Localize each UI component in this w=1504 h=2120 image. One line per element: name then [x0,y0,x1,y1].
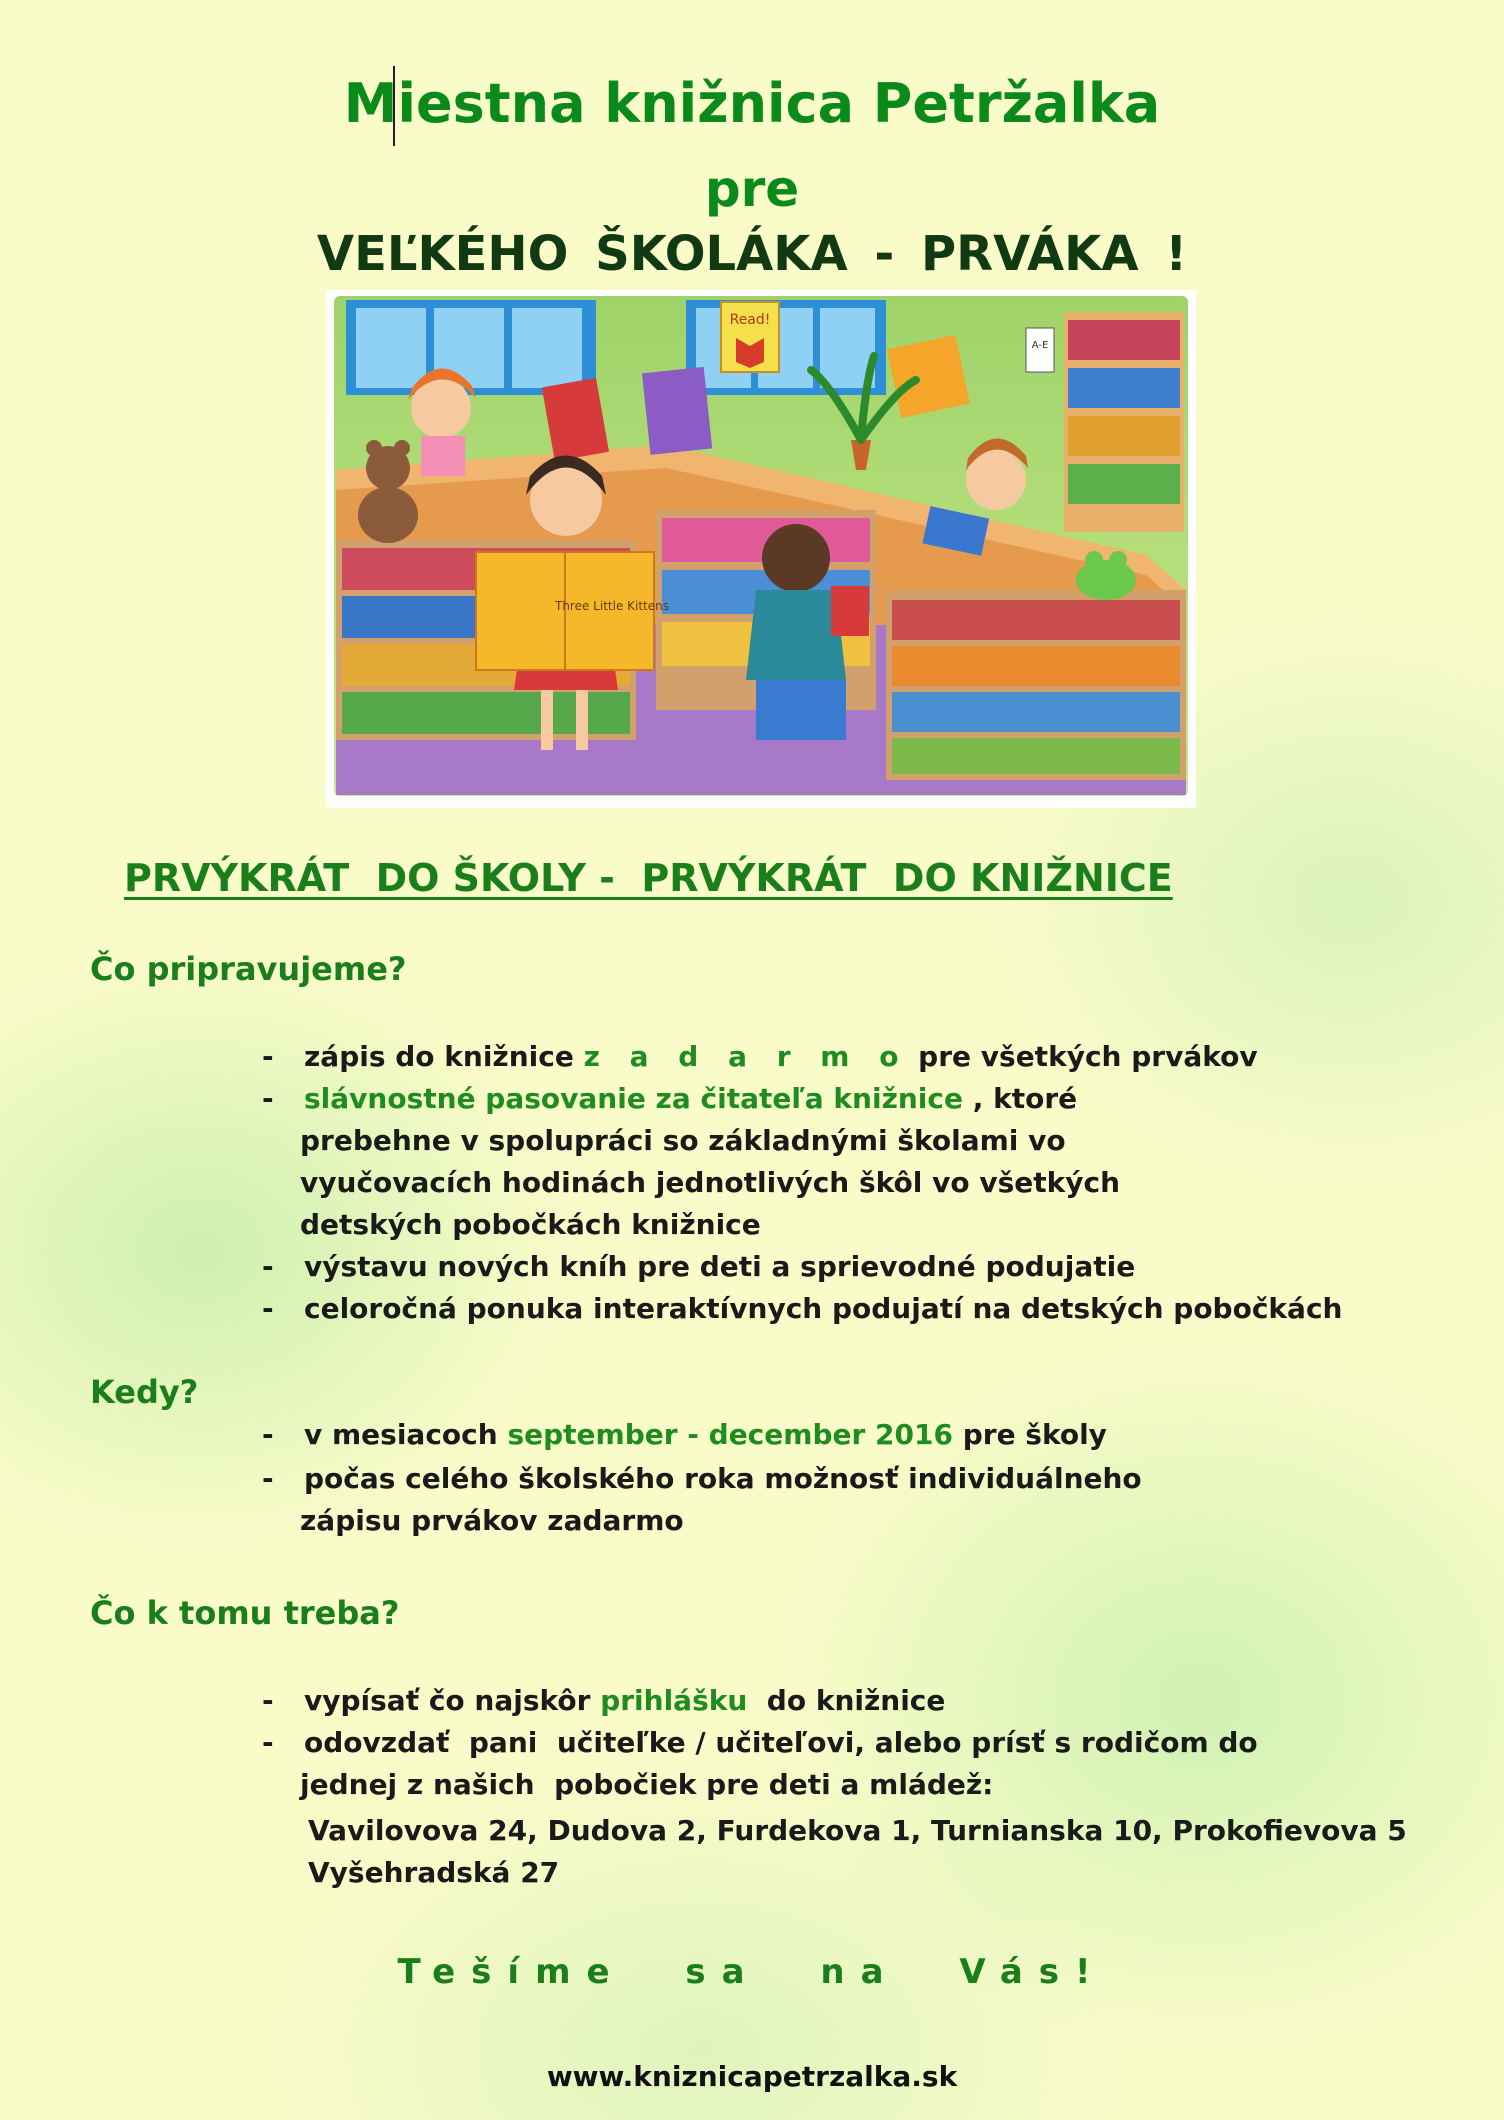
when-item-2-line2: zápisu prvákov zadarmo [300,1504,684,1537]
question-prepare: Čo pripravujeme? [90,950,407,988]
prepare-item-1-tail: pre všetkých prvákov [908,1040,1258,1073]
title-audience: VEĽKÉHO ŠKOLÁKA - PRVÁKA ! [316,226,1188,282]
when-item-1-tail: pre školy [952,1418,1107,1451]
shelf-sign-text: A-E [1031,340,1049,351]
section-subheading: PRVÝKRÁT DO ŠKOLY - PRVÝKRÁT DO KNIŽNICE [124,856,1173,900]
window-left [346,300,596,395]
question-need: Čo k tomu treba? [90,1594,400,1632]
prepare-item-4: celoročná ponuka interaktívnych podujatí na detských pobočkách [304,1292,1343,1325]
bookshelf-right-wall [1064,312,1184,532]
prepare-item-1 [304,1040,1258,1073]
read-sign-text: Read! [729,312,771,328]
application-highlight: prihlášku [600,1684,748,1717]
prepare-item-1-text: zápis do knižnice [304,1040,584,1073]
bullet-dash: - [262,1250,274,1283]
need-item-2: odovzdať pani učiteľke / učiteľovi, alebo prísť s rodičom do [304,1726,1258,1759]
prepare-item-2-line4: detských pobočkách knižnice [300,1208,761,1241]
free-highlight: z a d a r m o [583,1040,909,1073]
prepare-item-2 [304,1082,1077,1115]
title-connector: pre [704,160,800,218]
branch-addresses-line2: Vyšehradská 27 [308,1856,560,1889]
prepare-item-2-tail: , ktoré [962,1082,1078,1115]
need-item-2-line2: jednej z našich pobočiek pre deti a mládež: [300,1768,994,1801]
when-item-1 [304,1418,1107,1451]
need-item-1-tail: do knižnice [747,1684,946,1717]
shelf-sign [1026,328,1054,372]
prepare-item-3: výstavu nových kníh pre deti a sprievodné podujatie [304,1250,1136,1283]
library-illustration [326,290,1196,808]
read-sign [721,302,779,372]
bookshelf-right [886,590,1186,780]
bullet-dash: - [262,1082,274,1115]
closing-message: Tešíme sa na Vás! [397,1952,1107,1992]
prepare-item-2-line3: vyučovacích hodinách jednotlivých škôl vo všetkých [300,1166,1121,1199]
prepare-item-2-line2: prebehne v spolupráci so základnými školami vo [300,1124,1066,1157]
window-right [686,300,886,395]
need-item-1 [304,1684,945,1717]
when-item-2: počas celého školského roka možnosť individuálneho [304,1462,1142,1495]
when-item-1-text: v mesiacoch [304,1418,508,1451]
ceremony-highlight: slávnostné pasovanie za čitateľa knižnice [304,1082,963,1115]
bullet-dash: - [262,1418,274,1451]
book-title-text: Three Little Kittens [555,599,669,613]
branch-addresses: Vavilovova 24, Dudova 2, Furdekova 1, Turnianska 10, Prokofievova 5 [308,1814,1407,1847]
date-range-highlight: september - december 2016 [507,1418,953,1451]
bullet-dash: - [262,1726,274,1759]
bullet-dash: - [262,1292,274,1325]
bullet-dash: - [262,1684,274,1717]
need-item-1-text: vypísať čo najskôr [304,1684,601,1717]
bullet-dash: - [262,1462,274,1495]
question-when: Kedy? [90,1373,199,1411]
bullet-dash: - [262,1040,274,1073]
page-title: Miestna knižnica Petržalka [343,72,1161,135]
website-url[interactable]: www.kniznicapetrzalka.sk [546,2060,958,2093]
